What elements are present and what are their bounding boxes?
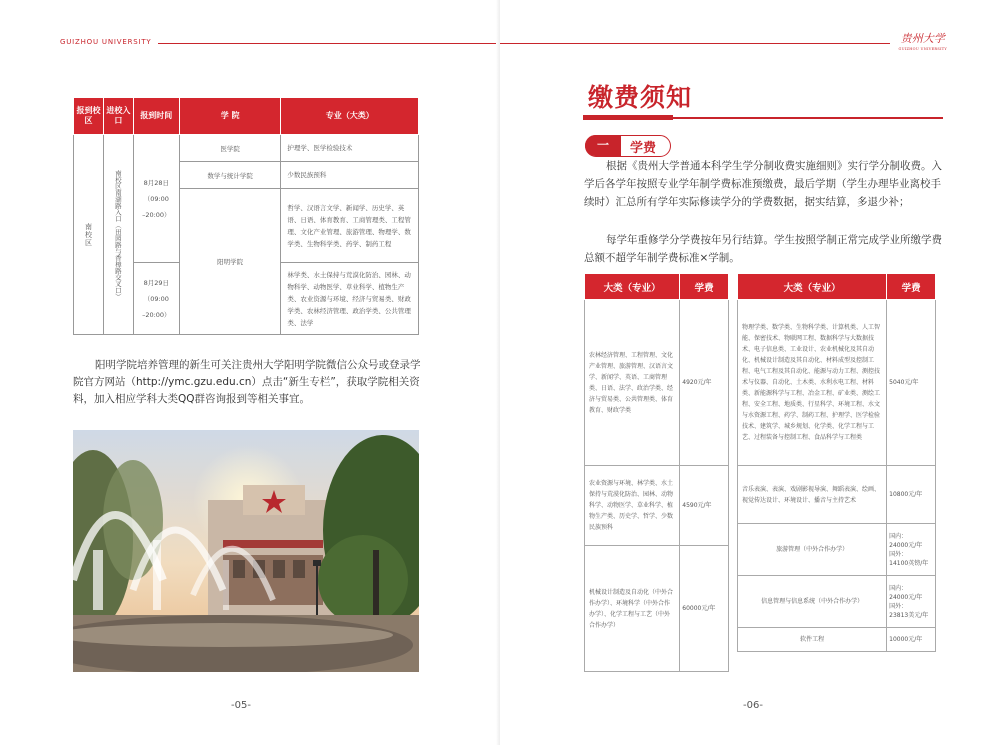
fee-value: 4920元/年 xyxy=(680,300,729,466)
registration-schedule-table xyxy=(73,97,419,335)
table-row: 信息管理与信息系统（中外合作办学） xyxy=(738,576,887,628)
fee-left-header-fee: 学费 xyxy=(680,274,729,300)
entrance-cell: 南校区南湖路入口（田园路与香樟路交叉口） xyxy=(113,169,122,300)
yangming-notice-paragraph: 阳明学院培养管理的新生可关注贵州大学阳明学院微信公众号或登录学院官方网站（http://ymc.gzu.edu.cn）点击“新生专栏”，获取学院相关资料，加入相应学科大类QQ群咨询报到等相关事宜。 xyxy=(73,359,421,405)
logo-en: GUIZHOU UNIVERSITY xyxy=(898,47,947,51)
table-row: 护理学、医学检验技术 xyxy=(281,135,419,162)
table-row: 林学类、水土保持与荒漠化防治、园林、动物科学、动物医学、草业科学、植物生产类、农业资源与环境、经济与贸易类、财政学类、农林经济管理、政治学类、公共管理类、法学 xyxy=(281,263,419,335)
section-number: 一 xyxy=(585,135,621,156)
table-row: 软件工程 xyxy=(738,628,887,652)
fee-right-header-fee: 学费 xyxy=(887,274,936,300)
fee-value: 4590元/年 xyxy=(680,466,729,546)
fee-value: 10000元/年 xyxy=(887,628,936,652)
fee-value: 10800元/年 xyxy=(887,466,936,524)
time-2-start: （09:00 xyxy=(143,294,169,303)
fee-line: 23813美元/年 xyxy=(889,611,929,619)
logo-cn: 贵州大学 xyxy=(900,32,945,45)
table-row: 数学与统计学院 xyxy=(179,162,281,189)
campus-cell: 南校区 xyxy=(84,222,93,247)
section-label: 学费 xyxy=(630,141,657,156)
fee-left-header-major: 大类（专业） xyxy=(585,274,680,300)
fee-line: 国外： xyxy=(889,550,908,558)
fee-value xyxy=(887,576,936,628)
table-row: 农林经济管理、工程管理、文化产业管理、旅游管理、汉语言文学、新闻学、英语、工商管理类、日语、法学、政治学类、经济与贸易类、公共管理类、体育教育、财政学类 xyxy=(585,300,680,466)
table-row: 哲学、汉语言文学、新闻学、历史学、英语、日语、体育教育、工商管理类、工程管理、文化产业管理、旅游管理、物理学、数学类、生物科学类、药学、制药工程 xyxy=(281,189,419,263)
university-name-en: GUIZHOU UNIVERSITY xyxy=(60,38,158,46)
fee-line: 国内： xyxy=(889,532,908,540)
fee-value: 60000元/年 xyxy=(680,546,729,672)
time-1-start: （09:00 xyxy=(143,194,169,203)
campus-fountain-photo xyxy=(73,430,419,672)
date-2: 8月29日 xyxy=(143,278,170,287)
col-header-campus: 报到校区 xyxy=(74,98,104,135)
table-row: 医学院 xyxy=(179,135,281,162)
col-header-major: 专业（大类） xyxy=(281,98,419,135)
page-title: 缴费须知 xyxy=(588,83,693,112)
col-header-college: 学 院 xyxy=(179,98,281,135)
title-underline xyxy=(583,117,943,119)
table-row: 农业资源与环境、林学类、水土保持与荒漠化防治、园林、动物科学、动物医学、草业科学、植物生产类、历史学、哲学、少数民族预科 xyxy=(585,466,680,546)
col-header-time: 报到时间 xyxy=(133,98,179,135)
fee-table-right xyxy=(737,273,936,652)
fee-line: 24000元/年 xyxy=(889,541,923,549)
tuition-paragraph-2: 每学年重修学分学费按年另行结算。学生按照学制正常完成学业所缴学费总额不超学年制学费标准×学制。 xyxy=(584,234,942,264)
campus-photo-illustration xyxy=(73,430,419,672)
table-row: 少数民族预科 xyxy=(281,162,419,189)
section-heading-tuition xyxy=(585,135,671,157)
col-header-entrance: 进校入口 xyxy=(103,98,133,135)
time-2-end: –20:00） xyxy=(142,310,171,319)
table-row: 阳明学院 xyxy=(179,189,281,335)
time-1-end: –20:00） xyxy=(142,210,171,219)
tuition-paragraph-1: 根据《贵州大学普通本科学生学分制收费实施细则》实行学分制收费。入学后各学年按照专业学年制学费标准预缴费，最后学期（学生办理毕业离校手续时）汇总所有学年实际修读学分的学费数据，据实结算，多退少补； xyxy=(584,160,942,208)
page-number-right: -06- xyxy=(743,700,763,711)
fee-value xyxy=(887,524,936,576)
fee-value: 5040元/年 xyxy=(887,300,936,466)
table-row: 机械设计制造及自动化（中外合作办学）、环境科学（中外合作办学）、化学工程与工艺（中外合作办学） xyxy=(585,546,680,672)
date-1: 8月28日 xyxy=(143,178,170,187)
fee-line: 24000元/年 xyxy=(889,593,923,601)
fee-line: 14100英镑/年 xyxy=(889,559,929,567)
table-row: 物理学类、数学类、生物科学类、计算机类、人工智能、保密技术、物联网工程、数据科学与大数据技术、电子信息类、工业设计、农业机械化及其自动化、机械设计制造及其自动化、材料成型及控制工程、电气工程及其自动化、能源与动力工程、测控技术与仪器、自动化、土木类、水利水电工程、材料类、新能源科学与工程、冶金工程、矿业类、测绘工程、安全工程、地质类、行星科学、环境工程、水文与水资源工程、药学、制药工程、护理学、医学检验技术、建筑学、城乡规划、化学类、化学工程与工艺、过程装备与控制工程、食品科学与工程类 xyxy=(738,300,887,466)
header-rule-right xyxy=(500,43,890,44)
university-logo xyxy=(895,30,947,51)
page-number-left: -05- xyxy=(231,700,251,711)
fee-line: 国外： xyxy=(889,602,908,610)
fee-table-left xyxy=(584,273,729,672)
fee-right-header-major: 大类（专业） xyxy=(738,274,887,300)
table-row: 音乐表演、表演、戏剧影视导演、舞蹈表演、绘画、视觉传达设计、环境设计、播音与主持艺术 xyxy=(738,466,887,524)
table-row: 旅游管理（中外合作办学） xyxy=(738,524,887,576)
fee-line: 国内： xyxy=(889,584,908,592)
